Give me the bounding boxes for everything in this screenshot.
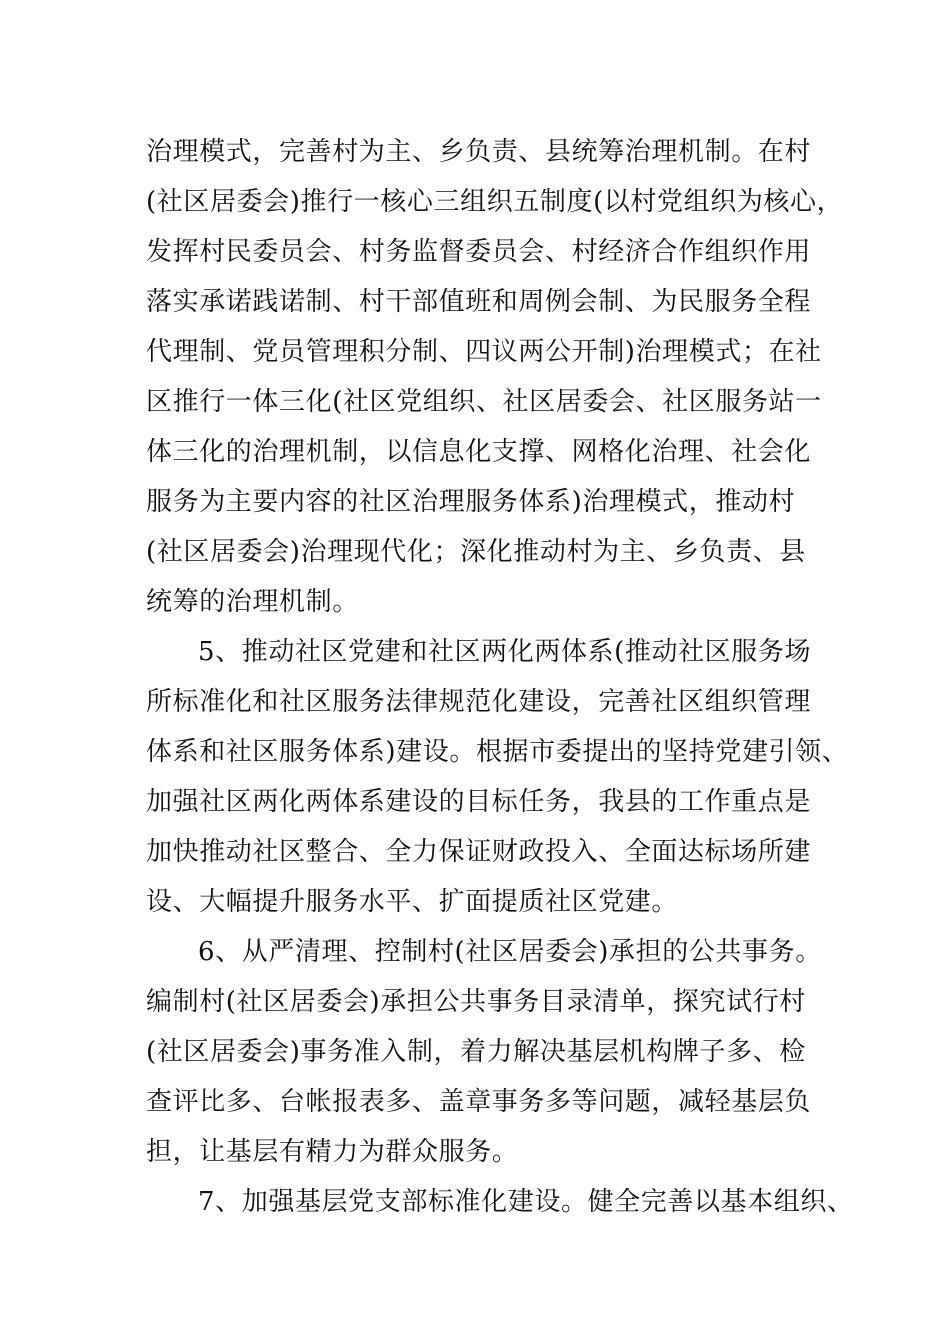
text-line: 设、大幅提升服务水平、扩面提质社区党建。 bbox=[146, 887, 679, 917]
text-line: 代理制、党员管理积分制、四议两公开制)治理模式；在社 bbox=[146, 337, 822, 367]
text-line: 落实承诺践诺制、村干部值班和周例会制、为民服务全程 bbox=[146, 287, 812, 317]
text-line: 所标准化和社区服务法律规范化建设，完善社区组织管理 bbox=[146, 687, 812, 717]
text-line: (社区居委会)推行一核心三组织五制度(以村党组织为核心， bbox=[146, 187, 844, 217]
text-line: 发挥村民委员会、村务监督委员会、村经济合作组织作用 bbox=[146, 237, 812, 267]
text-line: 体系和社区服务体系)建设。根据市委提出的坚持党建引领、 bbox=[146, 737, 849, 767]
text-line: 加快推动社区整合、全力保证财政投入、全面达标场所建 bbox=[146, 837, 812, 867]
text-line: (社区居委会)治理现代化；深化推动村为主、乡负责、县 bbox=[146, 537, 806, 567]
text-line: 查评比多、台帐报表多、盖章事务多等问题，减轻基层负 bbox=[146, 1087, 812, 1117]
text-line: 区推行一体三化(社区党组织、社区居委会、社区服务站一 bbox=[146, 387, 822, 417]
text-line: 编制村(社区居委会)承担公共事务目录清单，探究试行村 bbox=[146, 987, 806, 1017]
text-line: 加强社区两化两体系建设的目标任务，我县的工作重点是 bbox=[146, 787, 812, 817]
text-line: 统筹的治理机制。 bbox=[146, 587, 359, 617]
text-line: 治理模式，完善村为主、乡负责、县统筹治理机制。在村 bbox=[146, 137, 812, 167]
text-line: 体三化的治理机制，以信息化支撑、网格化治理、社会化 bbox=[146, 437, 812, 467]
paragraph-5-start: 5、推动社区党建和社区两化两体系(推动社区服务场 bbox=[198, 637, 812, 667]
paragraph-6-start: 6、从严清理、控制村(社区居委会)承担的公共事务。 bbox=[198, 937, 822, 967]
paragraph-7-start: 7、加强基层党支部标准化建设。健全完善以基本组织、 bbox=[198, 1187, 854, 1217]
text-line: 担，让基层有精力为群众服务。 bbox=[146, 1137, 519, 1167]
text-line: 服务为主要内容的社区治理服务体系)治理模式，推动村 bbox=[146, 487, 796, 517]
text-line: (社区居委会)事务准入制，着力解决基层机构牌子多、检 bbox=[146, 1037, 806, 1067]
